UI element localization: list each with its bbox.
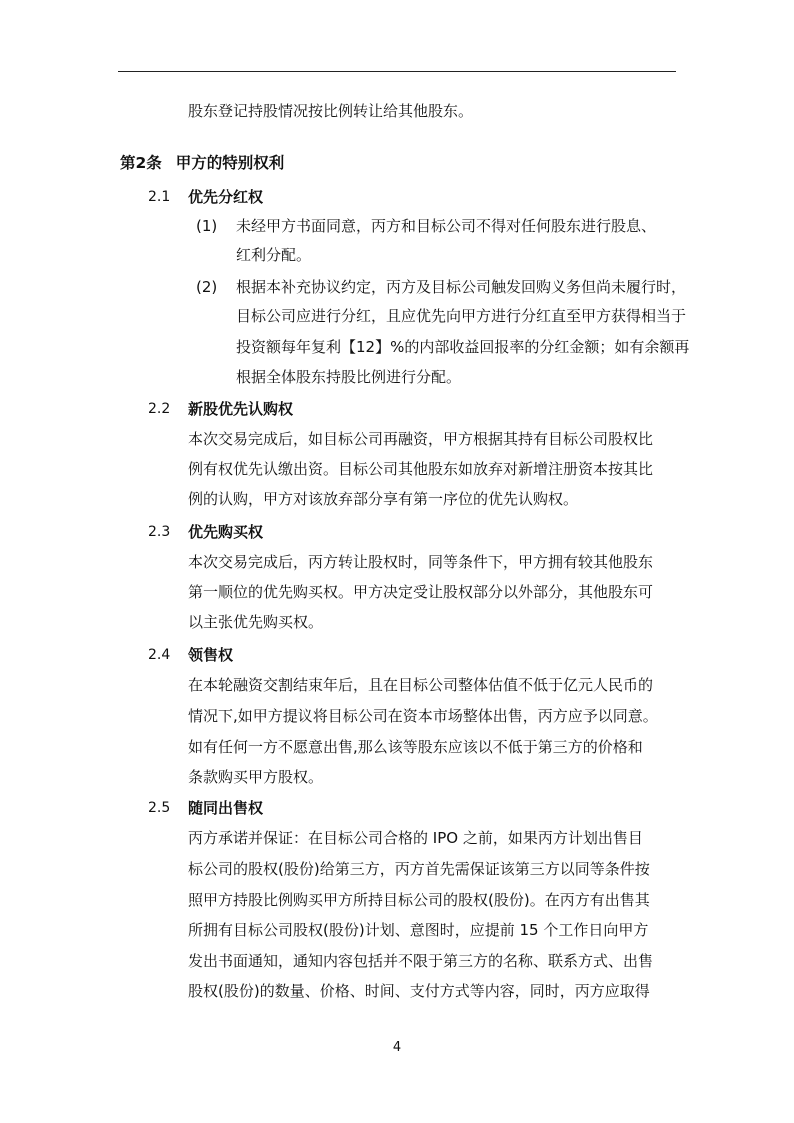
section-line: 本次交易完成后，如目标公司再融资，甲方根据其持有目标公司股权比 (188, 430, 654, 448)
section-line: 例有权优先认缴出资。目标公司其他股东如放弃对新增注册资本按其比 (188, 460, 654, 478)
section-line: 在本轮融资交割结束年后，且在目标公司整体估值不低于亿元人民币的 (188, 676, 654, 694)
section-number: 2.3 (148, 524, 171, 540)
section-line: 股权(股份)的数量、价格、时间、支付方式等内容，同时，丙方应取得 (188, 982, 650, 1000)
section-title: 优先购买权 (188, 523, 264, 541)
section-line: 情况下,如甲方提议将目标公司在资本市场整体出售，丙方应予以同意。 (188, 707, 658, 725)
section-line: 条款购买甲方股权。 (188, 768, 324, 786)
article-number: 第2条 (120, 154, 162, 172)
section-line: 如有任何一方不愿意出售,那么该等股东应该以不低于第三方的价格和 (188, 738, 643, 756)
section-number: 2.1 (148, 189, 171, 205)
section-line: 发出书面通知，通知内容包括并不限于第三方的名称、联系方式、出售 (188, 952, 654, 970)
section-line: 例的认购，甲方对该放弃部分享有第一序位的优先认购权。 (188, 490, 579, 508)
section-title: 优先分红权 (188, 188, 264, 206)
section-line: 丙方承诺并保证：在目标公司合格的 IPO 之前，如果丙方计划出售目 (188, 829, 643, 847)
item-line: 投资额每年复利【12】%的内部收益回报率的分红金额；如有余额再 (236, 338, 690, 356)
item-line: 目标公司应进行分红，且应优先向甲方进行分红直至甲方获得相当于 (236, 307, 687, 325)
section-title: 领售权 (188, 646, 234, 664)
section-line: 第一顺位的优先购买权。甲方决定受让股权部分以外部分，其他股东可 (188, 583, 654, 601)
item-number: (1) (196, 217, 218, 235)
item-number: (2) (196, 278, 218, 296)
page-number: 4 (392, 1040, 402, 1055)
section-line: 标公司的股权(股份)给第三方，丙方首先需保证该第三方以同等条件按 (188, 860, 650, 878)
section-line: 所拥有目标公司股权(股份)计划、意图时，应提前 15 个工作日向甲方 (188, 921, 649, 939)
section-title: 随同出售权 (188, 799, 264, 817)
section-number: 2.5 (148, 800, 171, 816)
section-number: 2.2 (148, 401, 171, 417)
section-line: 以主张优先购买权。 (188, 613, 324, 631)
section-line: 照甲方持股比例购买甲方所持目标公司的股权(股份)。在丙方有出售其 (188, 891, 650, 909)
section-number: 2.4 (148, 647, 171, 663)
header-rule (118, 71, 676, 72)
item-line: 未经甲方书面同意，丙方和目标公司不得对任何股东进行股息、 (236, 217, 657, 235)
section-title: 新股优先认购权 (188, 400, 294, 418)
article-title: 甲方的特别权利 (175, 154, 285, 172)
item-line: 根据全体股东持股比例进行分配。 (236, 368, 462, 386)
item-line: 根据本补充协议约定，丙方及目标公司触发回购义务但尚未履行时， (236, 278, 687, 296)
item-line: 红利分配。 (236, 246, 312, 264)
carry-over-line: 股东登记持股情况按比例转让给其他股东。 (188, 102, 474, 120)
article-heading (120, 153, 284, 173)
section-line: 本次交易完成后，丙方转让股权时，同等条件下，甲方拥有较其他股东 (188, 553, 654, 571)
